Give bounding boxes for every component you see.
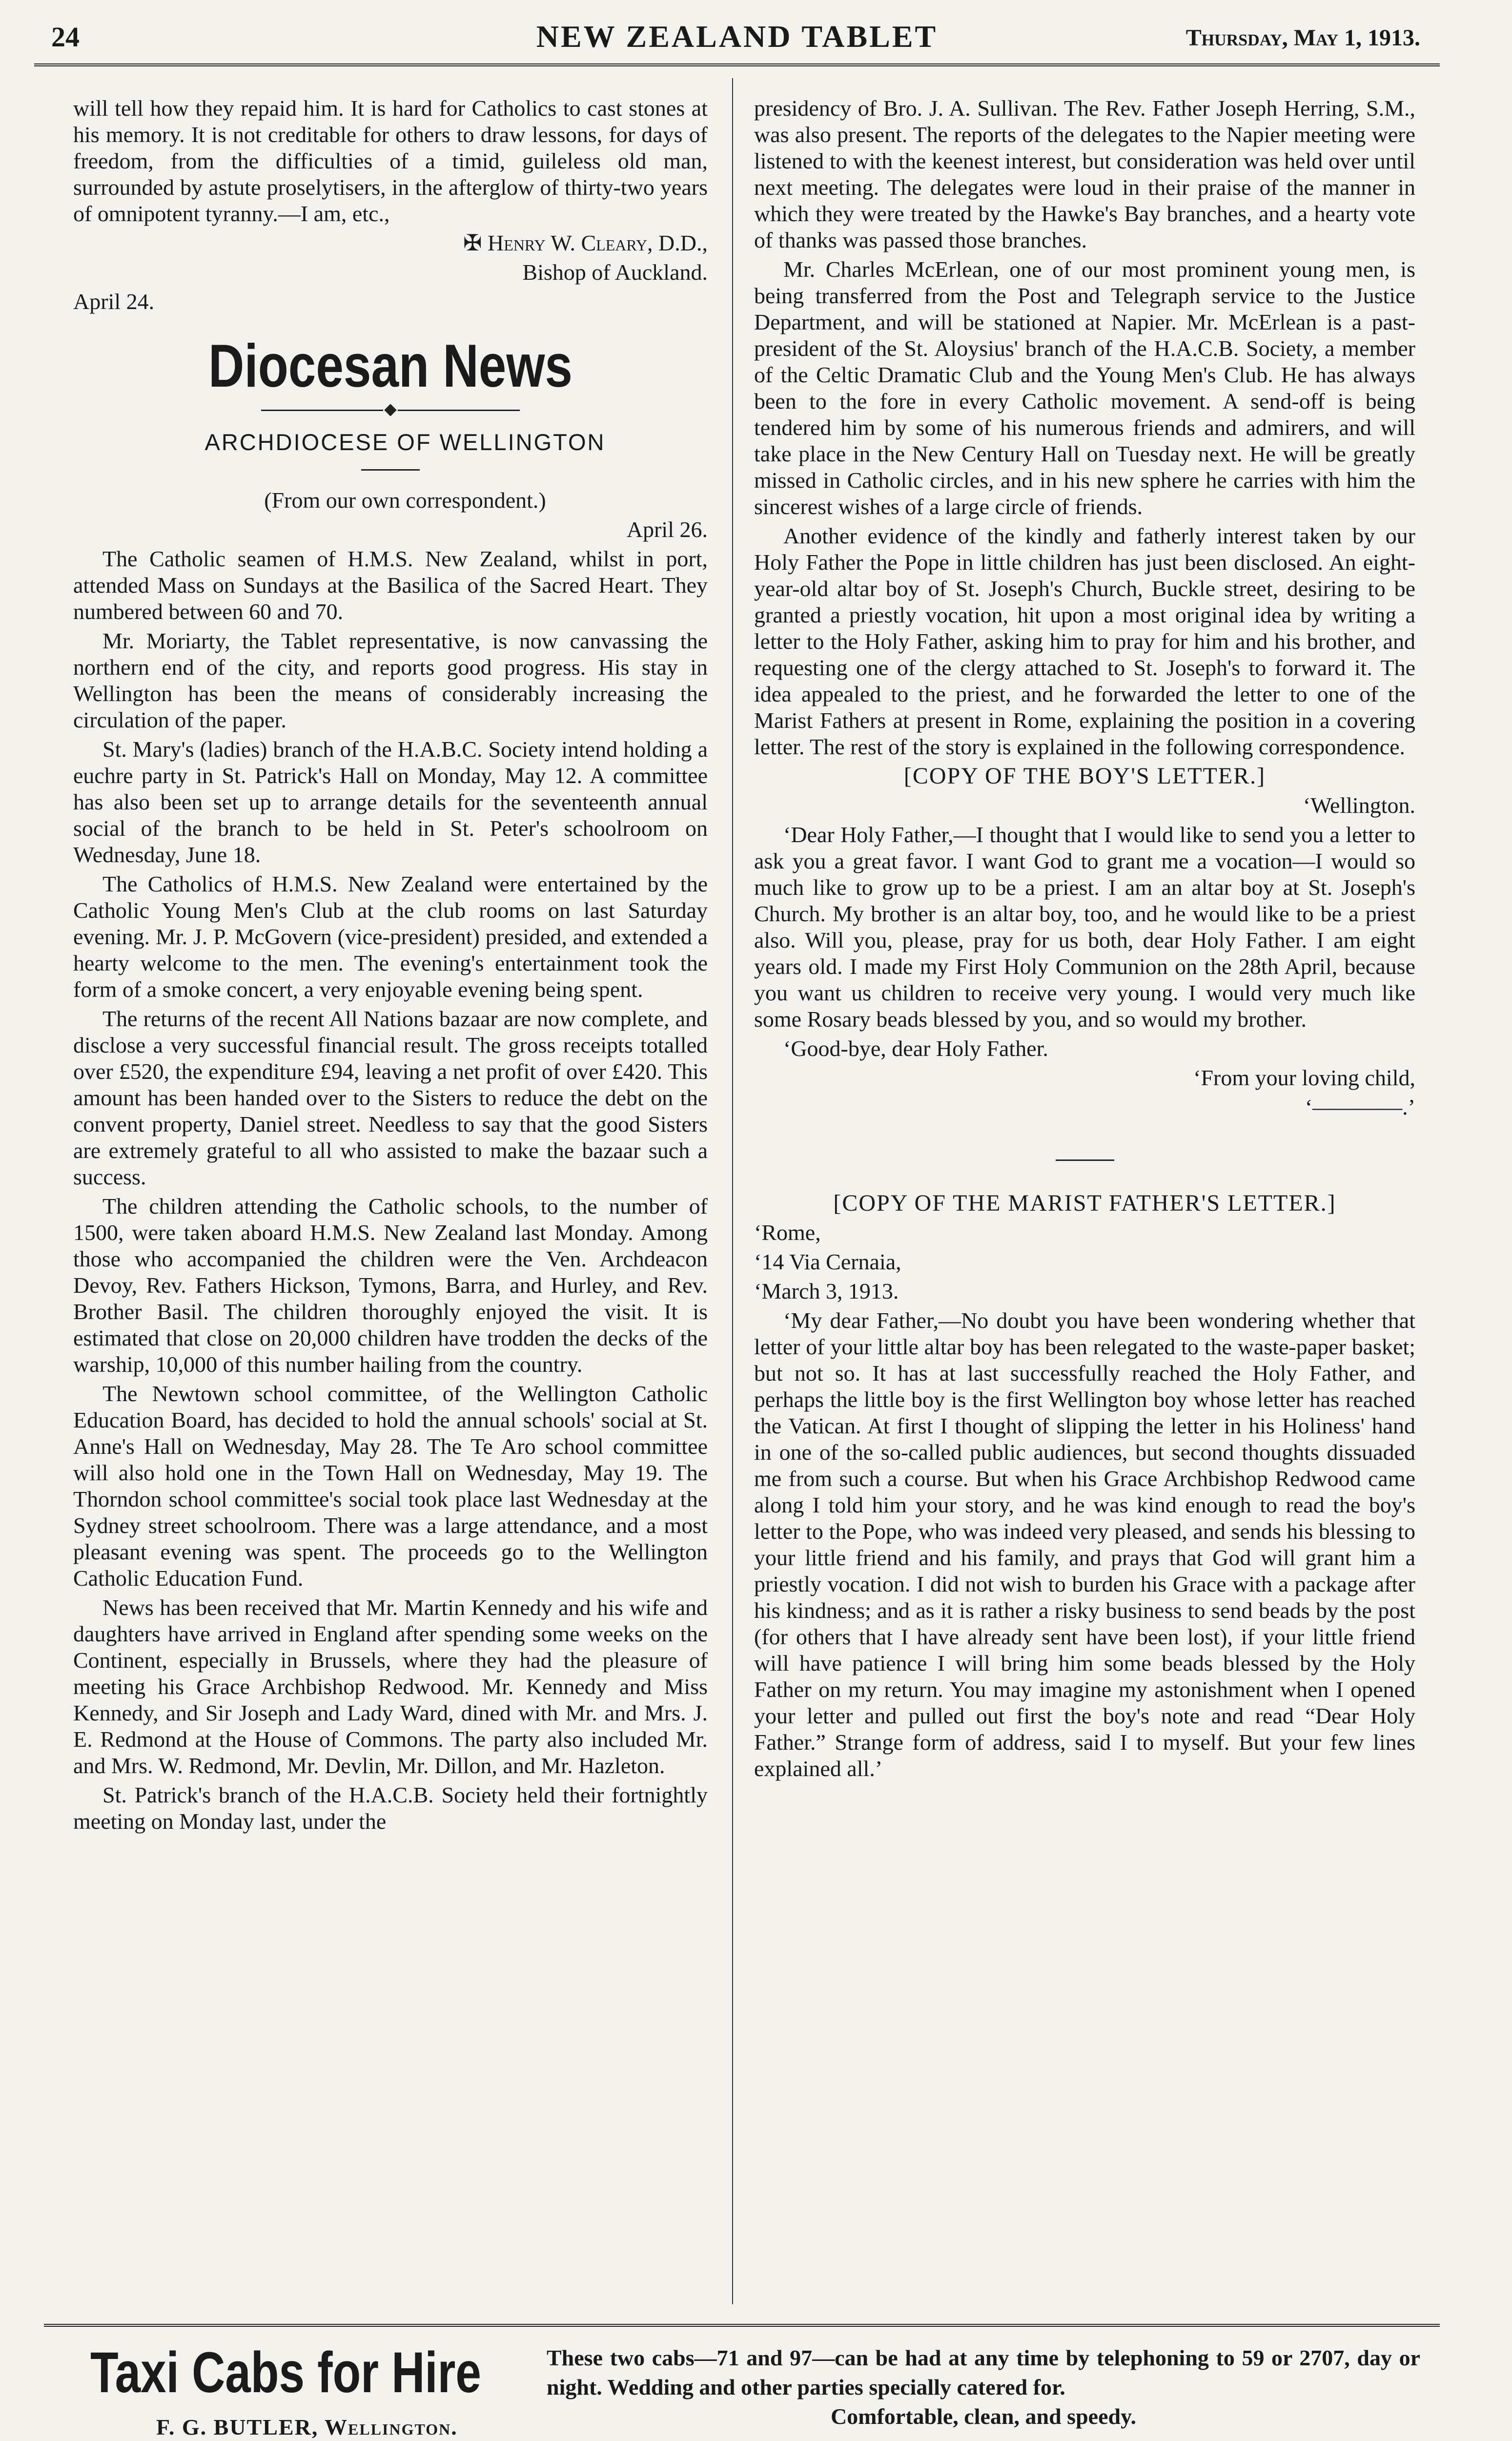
ad-headline: Taxi Cabs for Hire <box>90 2340 481 2405</box>
article-paragraph: The Catholic seamen of H.M.S. New Zealand, whilst in port, attended Mass on Sundays at the Basilica of the Sacred Heart. They numbered between 60 and 70. <box>73 546 708 624</box>
article-paragraph: St. Mary's (ladies) branch of the H.A.B.C. Society intend holding a euchre party in St. Patrick's Hall on Monday, May 12. A committee has also been set up to arrange details for the seventeenth annual social of the branch to be held in St. Peter's schoolroom on Wednesday, June 18. <box>73 737 708 867</box>
ad-tagline: Comfortable, clean, and speedy. <box>830 2404 1137 2429</box>
article-paragraph: The returns of the recent All Nations bazaar are now complete, and disclose a very successful financial result. The gross receipts totalled over £520, the expenditure £94, leaving a net profit of over £420. This amount has been handed over to the Sisters to reduce the debt on the convent property, Daniel street. Needless to say that the good Sisters are extremely grateful to all who assisted to make the bazaar such a success. <box>73 1006 708 1189</box>
correspondent-line: (From our own correspondent.) <box>264 488 546 513</box>
boy-letter-heading: [COPY OF THE BOY'S LETTER.] <box>903 763 1266 789</box>
issue-date: Thursday, May 1, 1913. <box>1185 25 1420 51</box>
article-paragraph: The Catholics of H.M.S. New Zealand were entertained by the Catholic Young Men's Club at the club rooms on last Saturday evening. Mr. J. P. McGovern (vice-president) presided, and extended a hearty welcome to the men. The evening's entertainment took the form of a smoke concert, a very enjoyable evening being spent. <box>73 871 708 1002</box>
boy-letter-goodbye: ‘Good-bye, dear Holy Father. <box>783 1036 1048 1061</box>
article-paragraph: Mr. Moriarty, the Tablet representative, is now canvassing the northern end of the city, and reports good progress. His stay in Wellington has been the means of considerably increasing the circulation of the paper. <box>73 628 708 732</box>
ad-advertiser: F. G. BUTLER, Wellington. <box>156 2415 458 2440</box>
page-number: 24 <box>51 21 80 53</box>
short-rule <box>361 469 420 471</box>
letter-ending: will tell how they repaid him. It is hard for Catholics to cast stones at his memory. It is not creditable for others to draw lessons, for days of freedom, from the difficulties of a timid, guileless old man, surrounded by astute proselytisers, in the afterglow of thirty-two years of omnipotent tyranny.—I am, etc., <box>73 96 708 226</box>
marist-letter-body: ‘My dear Father,—No doubt you have been wondering whether that letter of your little altar boy has been relegated to the waste-paper basket; but not so. It has at last successfully reached the Holy Father, and perhaps the little boy is the first Wellington boy whose letter has reached the Vatican. At first I thought of slipping the letter in his Holiness' hand in one of the so-called public audiences, but second thoughts dissuaded me from such a course. But when his Grace Archbishop Redwood came along I told him your story, and he was kind enough to read the boy's letter to the Pope, who was indeed very pleased, and sends his blessing to your little friend and his family, and prays that God will grant him a priestly vocation. I did not wish to burden his Grace with a package after his kindness; and as it is rather a risky business to send beads by the post (for others that I have already sent have been lost), if your little friend will have patience I will bring him some beads blessed by the Holy Father on my return. You may imagine my astonishment when I opened your letter and pulled out first the boy's note and read “Dear Holy Father.” Strange form of address, said I to myself. But your few lines explained all.’ <box>754 1308 1415 1781</box>
dateline: April 26. <box>626 517 708 542</box>
marist-letter-address: ‘14 Via Cernaia, <box>754 1249 901 1274</box>
boy-letter-place: ‘Wellington. <box>1303 793 1415 818</box>
section-title: Diocesan News <box>208 332 572 400</box>
article-paragraph: St. Patrick's branch of the H.A.C.B. Society held their fortnightly meeting on Monday last, under the <box>73 1782 708 1834</box>
letter-date: April 24. <box>73 289 155 314</box>
boy-letter-signature: ‘————.’ <box>1305 1095 1415 1119</box>
signature: ✠ Henry W. Cleary, D.D., <box>463 230 708 255</box>
ornamental-rule <box>73 406 708 414</box>
right-column <box>754 95 1415 1785</box>
section-subhead: ARCHDIOCESE OF WELLINGTON <box>204 429 606 455</box>
article-paragraph: Another evidence of the kindly and fatherly interest taken by our Holy Father the Pope in little children has just been disclosed. An eight-year-old altar boy of St. Joseph's Church, Buckle street, desiring to be granted a priestly vocation, hit upon a most original idea by writing a letter to the Holy Father, asking him to pray for him and his brother, and requesting one of the clergy attached to St. Joseph's to forward it. The idea appealed to the priest, and he forwarded the letter to one of the Marist Fathers at present in Rome, explaining the position in a covering letter. The rest of the story is explained in the following correspondence. <box>754 523 1415 759</box>
signature-title: Bishop of Auckland. <box>522 260 708 285</box>
article-paragraph: News has been received that Mr. Martin Kennedy and his wife and daughters have arrived in England after spending some weeks on the Continent, especially in Brussels, where they had the pleasure of meeting his Grace Archbishop Redwood. Mr. Kennedy and Miss Kennedy, and Sir Joseph and Lady Ward, dined with Mr. and Mrs. J. E. Redmond at the House of Commons. The party also included Mr. and Mrs. W. Redmond, Mr. Devlin, Mr. Dillon, and Mr. Hazleton. <box>73 1595 708 1778</box>
page-header <box>34 10 1440 66</box>
article-paragraph: The children attending the Catholic schools, to the number of 1500, were taken aboard H.M.S. New Zealand last Monday. Among those who accompanied the children were the Ven. Archdeacon Devoy, Rev. Fathers Hickson, Tymons, Barra, and Hurley, and Rev. Brother Basil. The children thoroughly enjoyed the visit. It is estimated that close on 20,000 children have trodden the decks of the warship, 10,000 of this number hailing from the country. <box>73 1194 708 1377</box>
marist-letter-date: ‘March 3, 1913. <box>754 1279 899 1303</box>
article-paragraph: presidency of Bro. J. A. Sullivan. The Rev. Father Joseph Herring, S.M., was also present. The reports of the delegates to the Napier meeting were listened to with the keenest interest, but consideration was held over until next meeting. The delegates were loud in their praise of the manner in which they were treated by the Hawke's Bay branches, and a hearty vote of thanks was passed those branches. <box>754 96 1415 252</box>
ad-text <box>547 2343 1420 2431</box>
ad-rule <box>44 2324 1440 2327</box>
boy-letter-closing: ‘From your loving child, <box>1193 1065 1415 1090</box>
marist-letter-place: ‘Rome, <box>754 1220 821 1245</box>
ad-body: These two cabs—71 and 97—can be had at any time by telephoning to 59 or 2707, day or night. Wedding and other parties specially catered for. <box>547 2345 1420 2400</box>
column-divider <box>732 78 733 2304</box>
article-paragraph: The Newtown school committee, of the Wellington Catholic Education Board, has decided to hold the annual schools' social at St. Anne's Hall on Wednesday, May 28. The Te Aro school committee will also hold one in the Town Hall on Wednesday, May 19. The Thorndon school committee's social took place last Wednesday at the Sydney street schoolroom. There was a large attendance, and a most pleasant evening was spent. The proceeds go to the Wellington Catholic Education Fund. <box>73 1381 708 1591</box>
boy-letter-body: ‘Dear Holy Father,—I thought that I would like to send you a letter to ask you a great favor. I want God to grant me a vocation—I would so much like to grow up to be a priest. I am an altar boy at St. Joseph's Church. My brother is an altar boy, too, and he would like to be a priest also. Will you, please, pray for us both, dear Holy Father. I am eight years old. I made my First Holy Communion on the 28th April, because you want us children to receive very young. I would very much like some Rosary beads blessed by you, and so would my brother. <box>754 822 1415 1032</box>
article-paragraph: Mr. Charles McErlean, one of our most prominent young men, is being transferred from the Post and Telegraph service to the Justice Department, and will be stationed at Napier. Mr. McErlean is a past-president of the St. Aloysius' branch of the H.A.C.B. Society, a member of the Celtic Dramatic Club and the Young Men's Club. He has always been to the fore in every Catholic movement. A send-off is being tendered him by some of his numerous friends and admirers, and will take place in the New Century Hall on Tuesday next. He will be greatly missed in Catholic circles, and in his new sphere he carries with him the sincerest wishes of a large circle of friends. <box>754 257 1415 519</box>
masthead: NEW ZEALAND TABLET <box>536 19 938 54</box>
short-rule <box>1056 1159 1114 1161</box>
taxi-advertisement <box>44 2338 1440 2441</box>
left-column <box>73 95 708 1838</box>
marist-letter-heading: [COPY OF THE MARIST FATHER'S LETTER.] <box>833 1190 1336 1216</box>
